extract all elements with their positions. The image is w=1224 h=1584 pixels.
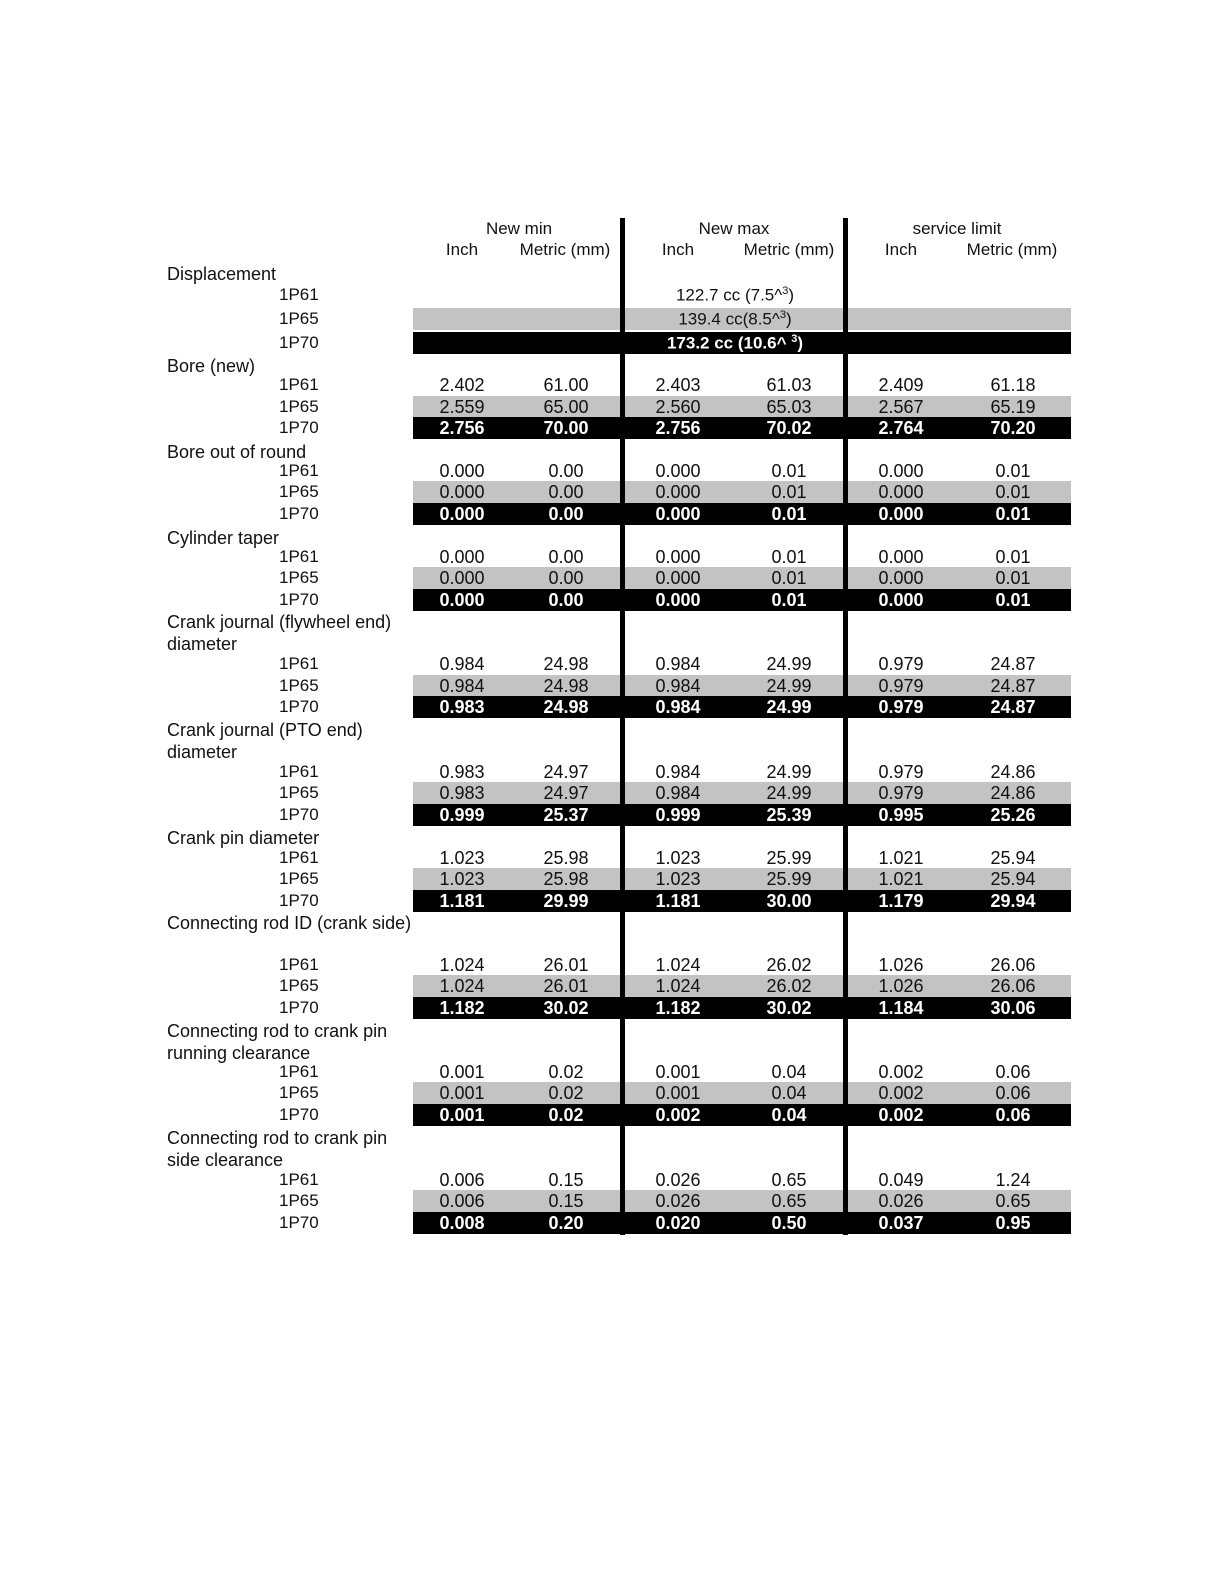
model-label: 1P61	[279, 461, 319, 480]
metric-value: 0.65	[771, 1170, 807, 1190]
inch-value: 2.403	[655, 375, 701, 395]
inch-value: 1.023	[655, 848, 701, 868]
model-label: 1P65	[279, 869, 319, 888]
inch-value: 0.000	[878, 482, 924, 502]
metric-value: 0.00	[548, 504, 584, 524]
inch-value: 0.001	[439, 1105, 485, 1125]
inch-value: 0.026	[655, 1170, 701, 1190]
metric-value: 26.02	[766, 955, 812, 975]
inch-value: 0.000	[655, 590, 701, 610]
metric-value: 0.01	[771, 504, 807, 524]
model-label: 1P70	[279, 891, 319, 910]
inch-value: 0.979	[878, 697, 924, 717]
column-group-divider	[620, 218, 625, 1235]
inch-value: 2.560	[655, 397, 701, 417]
inch-value: 0.000	[439, 461, 485, 481]
inch-value: 1.023	[439, 869, 485, 889]
metric-value: 0.01	[771, 482, 807, 502]
inch-value: 2.756	[655, 418, 701, 438]
section-label: Displacement	[167, 264, 277, 284]
column-sub-header: Inch	[445, 240, 479, 259]
model-label: 1P70	[279, 590, 319, 609]
column-group-divider	[843, 218, 848, 1235]
inch-value: 1.181	[439, 891, 485, 911]
metric-value: 24.99	[766, 762, 812, 782]
metric-value: 0.01	[995, 461, 1031, 481]
metric-value: 0.50	[771, 1213, 807, 1233]
metric-value: 0.95	[995, 1213, 1031, 1233]
inch-value: 0.001	[655, 1062, 701, 1082]
metric-value: 24.99	[766, 783, 812, 803]
inch-value: 1.184	[878, 998, 924, 1018]
inch-value: 0.002	[878, 1062, 924, 1082]
metric-value: 0.65	[995, 1191, 1031, 1211]
model-label: 1P70	[279, 805, 319, 824]
model-label: 1P61	[279, 955, 319, 974]
metric-value: 0.20	[548, 1213, 584, 1233]
inch-value: 1.026	[878, 955, 924, 975]
metric-value: 0.00	[548, 482, 584, 502]
metric-value: 24.99	[766, 654, 812, 674]
model-label: 1P61	[279, 1062, 319, 1081]
metric-value: 0.01	[771, 590, 807, 610]
metric-value: 30.00	[766, 891, 812, 911]
section-label: Connecting rod ID (crank side)	[167, 913, 412, 933]
column-sub-header: Metric (mm)	[966, 240, 1058, 259]
inch-value: 0.000	[655, 461, 701, 481]
inch-value: 0.000	[439, 590, 485, 610]
inch-value: 0.000	[655, 568, 701, 588]
metric-value: 0.01	[995, 568, 1031, 588]
metric-value: 0.01	[771, 547, 807, 567]
inch-value: 0.000	[439, 504, 485, 524]
metric-value: 65.00	[543, 397, 589, 417]
model-label: 1P70	[279, 697, 319, 716]
inch-value: 0.984	[655, 676, 701, 696]
inch-value: 1.024	[655, 955, 701, 975]
metric-value: 61.03	[766, 375, 812, 395]
metric-value: 24.99	[766, 676, 812, 696]
column-sub-header: Metric (mm)	[743, 240, 835, 259]
metric-value: 65.19	[990, 397, 1036, 417]
metric-value: 70.20	[990, 418, 1036, 438]
metric-value: 25.37	[543, 805, 589, 825]
metric-value: 25.99	[766, 869, 812, 889]
column-group-header: New max	[698, 219, 770, 238]
inch-value: 2.756	[439, 418, 485, 438]
section-label: Crank journal (flywheel end) diameter	[167, 612, 392, 654]
inch-value: 0.000	[878, 504, 924, 524]
metric-value: 25.98	[543, 869, 589, 889]
section-label: Bore out of round	[167, 442, 307, 462]
metric-value: 26.06	[990, 976, 1036, 996]
inch-value: 0.979	[878, 783, 924, 803]
metric-value: 0.00	[548, 547, 584, 567]
metric-value: 0.00	[548, 568, 584, 588]
metric-value: 24.86	[990, 783, 1036, 803]
metric-value: 0.04	[771, 1083, 807, 1103]
metric-value: 26.02	[766, 976, 812, 996]
metric-value: 30.06	[990, 998, 1036, 1018]
metric-value: 24.98	[543, 676, 589, 696]
metric-value: 0.01	[771, 461, 807, 481]
metric-value: 24.97	[543, 783, 589, 803]
inch-value: 0.001	[439, 1062, 485, 1082]
model-label: 1P61	[279, 285, 319, 304]
inch-value: 0.020	[655, 1213, 701, 1233]
inch-value: 0.983	[439, 762, 485, 782]
metric-value: 70.02	[766, 418, 812, 438]
metric-value: 65.03	[766, 397, 812, 417]
model-label: 1P70	[279, 333, 319, 352]
metric-value: 26.06	[990, 955, 1036, 975]
metric-value: 61.00	[543, 375, 589, 395]
metric-value: 61.18	[990, 375, 1036, 395]
inch-value: 1.021	[878, 848, 924, 868]
model-label: 1P70	[279, 1213, 319, 1232]
metric-value: 25.94	[990, 848, 1036, 868]
inch-value: 1.023	[655, 869, 701, 889]
section-label: Connecting rod to crank pin side clearance	[167, 1128, 388, 1170]
metric-value: 24.99	[766, 697, 812, 717]
inch-value: 0.984	[655, 697, 701, 717]
inch-value: 0.026	[655, 1191, 701, 1211]
metric-value: 0.02	[548, 1105, 584, 1125]
inch-value: 0.006	[439, 1191, 485, 1211]
column-group-header: service limit	[912, 219, 1002, 238]
inch-value: 2.764	[878, 418, 924, 438]
inch-value: 1.024	[439, 955, 485, 975]
inch-value: 2.567	[878, 397, 924, 417]
model-label: 1P65	[279, 482, 319, 501]
inch-value: 0.026	[878, 1191, 924, 1211]
inch-value: 2.402	[439, 375, 485, 395]
inch-value: 0.999	[439, 805, 485, 825]
model-label: 1P65	[279, 309, 319, 328]
column-sub-header: Inch	[661, 240, 695, 259]
inch-value: 0.000	[878, 461, 924, 481]
metric-value: 26.01	[543, 976, 589, 996]
metric-value: 0.01	[771, 568, 807, 588]
model-label: 1P61	[279, 654, 319, 673]
inch-value: 0.000	[878, 590, 924, 610]
model-label: 1P70	[279, 418, 319, 437]
model-label: 1P70	[279, 504, 319, 523]
inch-value: 2.559	[439, 397, 485, 417]
inch-value: 0.983	[439, 697, 485, 717]
inch-value: 0.049	[878, 1170, 924, 1190]
metric-value: 24.98	[543, 697, 589, 717]
model-label: 1P61	[279, 547, 319, 566]
metric-value: 29.99	[543, 891, 589, 911]
column-sub-header: Metric (mm)	[519, 240, 611, 259]
metric-value: 30.02	[543, 998, 589, 1018]
inch-value: 0.002	[655, 1105, 701, 1125]
metric-value: 0.01	[995, 547, 1031, 567]
inch-value: 0.001	[655, 1083, 701, 1103]
metric-value: 29.94	[990, 891, 1036, 911]
inch-value: 0.037	[878, 1213, 924, 1233]
inch-value: 0.983	[439, 783, 485, 803]
metric-value: 25.26	[990, 805, 1036, 825]
metric-value: 25.98	[543, 848, 589, 868]
metric-value: 0.06	[995, 1083, 1031, 1103]
inch-value: 1.181	[655, 891, 701, 911]
metric-value: 24.86	[990, 762, 1036, 782]
section-label: Connecting rod to crank pin running clearance	[167, 1021, 388, 1063]
inch-value: 1.182	[655, 998, 701, 1018]
model-label: 1P65	[279, 783, 319, 802]
metric-value: 25.39	[766, 805, 812, 825]
metric-value: 0.02	[548, 1083, 584, 1103]
inch-value: 0.000	[655, 547, 701, 567]
inch-value: 1.023	[439, 848, 485, 868]
model-label: 1P70	[279, 998, 319, 1017]
metric-value: 0.01	[995, 504, 1031, 524]
metric-value: 0.65	[771, 1191, 807, 1211]
metric-value: 0.15	[548, 1170, 584, 1190]
inch-value: 0.000	[439, 547, 485, 567]
inch-value: 0.006	[439, 1170, 485, 1190]
metric-value: 0.15	[548, 1191, 584, 1211]
metric-value: 24.87	[990, 654, 1036, 674]
inch-value: 0.979	[878, 762, 924, 782]
inch-value: 1.021	[878, 869, 924, 889]
inch-value: 0.984	[655, 654, 701, 674]
column-sub-header: Inch	[884, 240, 918, 259]
model-label: 1P65	[279, 676, 319, 695]
metric-value: 24.87	[990, 697, 1036, 717]
inch-value: 0.984	[655, 783, 701, 803]
inch-value: 1.024	[655, 976, 701, 996]
column-group-header: New min	[485, 219, 553, 238]
metric-value: 70.00	[543, 418, 589, 438]
metric-value: 0.04	[771, 1062, 807, 1082]
inch-value: 0.984	[439, 676, 485, 696]
metric-value: 1.24	[995, 1170, 1031, 1190]
model-label: 1P65	[279, 1191, 319, 1210]
inch-value: 0.000	[655, 482, 701, 502]
inch-value: 0.979	[878, 676, 924, 696]
metric-value: 0.06	[995, 1062, 1031, 1082]
inch-value: 0.002	[878, 1083, 924, 1103]
metric-value: 25.94	[990, 869, 1036, 889]
inch-value: 0.002	[878, 1105, 924, 1125]
metric-value: 24.97	[543, 762, 589, 782]
metric-value: 0.02	[548, 1062, 584, 1082]
model-label: 1P61	[279, 1170, 319, 1189]
inch-value: 1.182	[439, 998, 485, 1018]
metric-value: 26.01	[543, 955, 589, 975]
metric-value: 30.02	[766, 998, 812, 1018]
metric-value: 0.01	[995, 590, 1031, 610]
inch-value: 0.979	[878, 654, 924, 674]
model-label: 1P65	[279, 397, 319, 416]
inch-value: 0.999	[655, 805, 701, 825]
displacement-value: 139.4 cc(8.5^$^3$)	[678, 309, 792, 329]
model-label: 1P65	[279, 976, 319, 995]
inch-value: 0.000	[655, 504, 701, 524]
model-label: 1P65	[279, 1083, 319, 1102]
displacement-value: 173.2 cc (10.6^ $^3$)	[666, 333, 804, 353]
inch-value: 0.000	[878, 547, 924, 567]
inch-value: 0.984	[655, 762, 701, 782]
section-label: Cylinder taper	[167, 528, 280, 548]
model-label: 1P61	[279, 762, 319, 781]
model-label: 1P61	[279, 375, 319, 394]
model-label: 1P70	[279, 1105, 319, 1124]
section-label: Bore (new)	[167, 356, 256, 376]
model-label: 1P65	[279, 568, 319, 587]
section-label: Crank pin diameter	[167, 828, 320, 848]
displacement-value: 122.7 cc (7.5^$^3$)	[675, 285, 795, 305]
metric-value: 0.01	[995, 482, 1031, 502]
inch-value: 0.008	[439, 1213, 485, 1233]
inch-value: 1.026	[878, 976, 924, 996]
section-label: Crank journal (PTO end) diameter	[167, 720, 363, 762]
inch-value: 0.000	[878, 568, 924, 588]
metric-value: 0.00	[548, 590, 584, 610]
model-label: 1P61	[279, 848, 319, 867]
metric-value: 0.06	[995, 1105, 1031, 1125]
inch-value: 1.179	[878, 891, 924, 911]
inch-value: 1.024	[439, 976, 485, 996]
metric-value: 24.98	[543, 654, 589, 674]
metric-value: 24.87	[990, 676, 1036, 696]
inch-value: 0.000	[439, 482, 485, 502]
metric-value: 0.04	[771, 1105, 807, 1125]
inch-value: 2.409	[878, 375, 924, 395]
inch-value: 0.001	[439, 1083, 485, 1103]
metric-value: 25.99	[766, 848, 812, 868]
inch-value: 0.995	[878, 805, 924, 825]
inch-value: 0.984	[439, 654, 485, 674]
inch-value: 0.000	[439, 568, 485, 588]
metric-value: 0.00	[548, 461, 584, 481]
